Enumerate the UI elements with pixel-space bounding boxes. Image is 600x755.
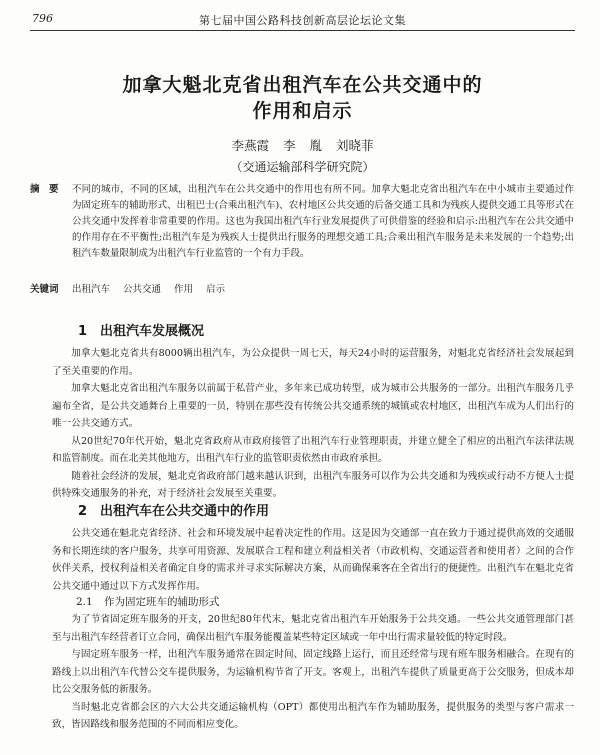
section-2-heading [78,500,269,519]
subsection-2-1-body [52,611,574,734]
keywords-label: 关键词 [30,284,59,295]
paragraph: 公共交通在魁北克省经济、社会和环境发展中起着决定性的作用。这是因为交通部一直在致力于通过提供高效的交通服务和长期连续的客户服务，共享可用资源、发展联合工程和建立利益相关者（市政机构、交通运营者和使用者）之间的合作伙伴关系，授权利益相关者确定自身的需求并寻求实际解决方案，从而确保乘客在全省出行的便捷性。出租汽车在魁北克省公共交通中通过以下方式发挥作用。 [52,528,574,592]
paragraph: 当时魁北克省都会区的六大公共交通运输机构（OPT）都使用出租汽车作为辅助服务，提供服务的类型与客户需求一致，皆因路线和服务范围的不同而相应变化。 [52,701,574,730]
abstract-label: 摘 要 [30,184,59,195]
paragraph: 从20世纪70年代开始，魁北克省政府从市政府接管了出租汽车行业管理职责，并建立健全了相应的出租汽车法律法规和监管制度。而在北美其他地方，出租汽车行业的监管职责依然由市政府承担。 [52,435,574,464]
subsection-2-1-heading [76,594,220,609]
section-2-body [52,525,574,595]
subsection-number: 2.1 [76,596,93,608]
section-number: 1 [78,324,88,339]
paragraph: 与固定班车服务一样，出租汽车服务通常在固定时间、固定线路上运行，而且还经常与现有班车服务相融合。在现有的路线上以出租汽车代替公交车提供服务，为运输机构节省了开支。客观上，出租汽车提供了质量更高于公交服务，但成本却比公交服务低的新服务。 [52,649,574,695]
running-title: 第七届中国公路科技创新高层论坛论文集 [199,14,406,27]
keywords-text: 出租汽车 公共交通 作用 启示 [72,284,226,295]
paper-title-line-2: 作用和启示 [252,100,353,122]
paragraph: 为了节省固定班车服务的开支，20世纪80年代末，魁北克省出租汽车开始服务于公共交通。一些公共交通管理部门甚至与出租汽车经营者订立合同，确保出租汽车服务能覆盖某些特定区域或一年中出行需求量较低的特定时段。 [52,614,574,643]
page-header [30,8,575,31]
paper-title-line-1: 加拿大魁北克省出租汽车在公共交通中的 [122,74,483,96]
paragraph: 加拿大魁北克省出租汽车服务以前属于私营产业，多年来已成功转型，成为城市公共服务的一部分。出租汽车服务几乎遍布全省，是公共交通舞台上重要的一员，特别在那些没有传统公共交通系统的城镇或农村地区，出租汽车成为人们出行的唯一公共交通方式。 [52,383,574,429]
section-1-body [52,345,574,503]
section-title: 出租汽车在公共交通中的作用 [100,504,270,519]
abstract [30,182,574,262]
subsection-title: 作为固定班车的辅助形式 [104,596,220,608]
abstract-text: 不同的城市，不同的区域，出租汽车在公共交通中的作用也有所不同。加拿大魁北克省出租汽车在中小城市主要通过作为固定班车的辅助形式、出租巴士(合乘出租汽车)、农村地区公共交通的后备交通工具和为残疾人提供交通工具等形式在公共交通中发挥着非常重要的作用。这也为我国出租汽车行业发展提供了可供借鉴的经验和启示:出租汽车在公共交通中的作用存在不平衡性;出租汽车是为残疾人士提供出行服务的理想交通工具;合乘出租汽车服务是未来发展的一个趋势;出租汽车数量限制成为出租汽车行业监管的一个有力手段。 [72,184,574,259]
paragraph: 加拿大魁北克省共有8000辆出租汽车，为公众提供一周七天，每天24小时的运营服务，对魁北克省经济社会发展起到了至关重要的作用。 [52,348,574,377]
authors: 李燕霞 李 胤 刘晓菲 [231,138,374,153]
page-number: 796 [32,12,53,25]
section-number: 2 [78,504,88,519]
section-1-heading [78,320,204,339]
paragraph: 随着社会经济的发展，魁北克省政府部门越来越认识到，出租汽车服务可以作为公共交通和为残疾或行动不方便人士提供特殊交通服务的补充，对于经济社会发展至关重要。 [52,470,574,499]
section-title: 出租汽车发展概况 [100,324,205,339]
keywords [30,281,574,295]
affiliation: （交通运输部科学研究院） [230,160,375,174]
